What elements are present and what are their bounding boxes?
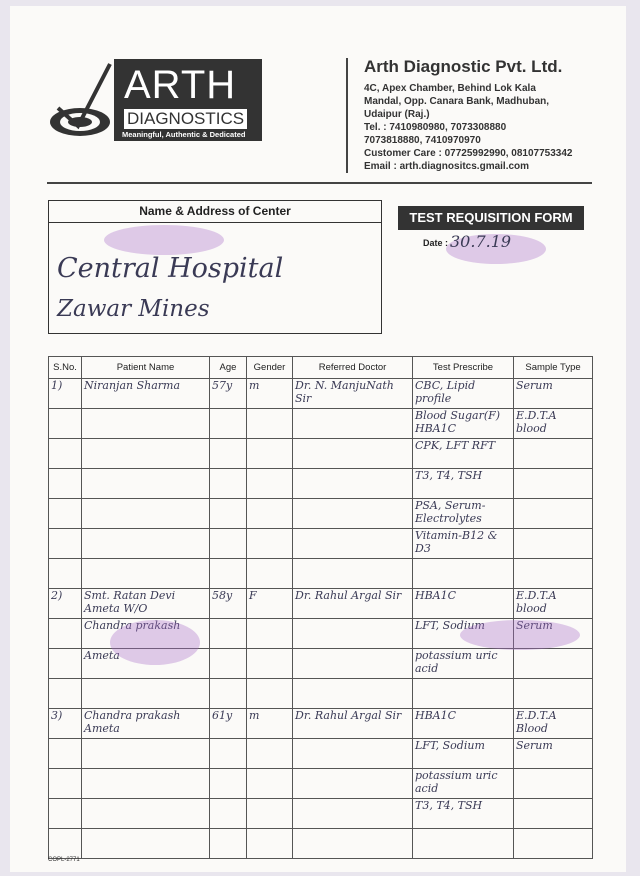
address-line: 7073818880, 7410970970 (364, 135, 481, 146)
table-cell (210, 619, 247, 649)
table-cell: Blood Sugar(F) HBA1C (413, 409, 514, 439)
form-code: COPL-2771 (48, 857, 80, 863)
table-row (49, 499, 593, 529)
table-cell (413, 559, 514, 589)
table-cell: 58y (210, 589, 247, 619)
table-cell (247, 829, 293, 859)
table-cell (514, 649, 593, 679)
table-cell: LFT, Sodium (413, 739, 514, 769)
address-line: Udaipur (Raj.) (364, 109, 430, 120)
table-cell (49, 529, 82, 559)
table-cell: E.D.T.A blood (514, 589, 593, 619)
table-cell (247, 409, 293, 439)
col-header: Sample Type (514, 357, 593, 379)
table-cell (514, 799, 593, 829)
table-cell: Dr. N. ManjuNath Sir (293, 379, 413, 409)
table-cell (514, 529, 593, 559)
table-cell (49, 439, 82, 469)
table-cell (210, 559, 247, 589)
table-cell (49, 619, 82, 649)
table-row (49, 769, 593, 799)
table-cell: HBA1C (413, 589, 514, 619)
table-cell (413, 679, 514, 709)
table-cell (210, 799, 247, 829)
table-cell (82, 739, 210, 769)
table-cell (293, 619, 413, 649)
table-cell (514, 469, 593, 499)
table-cell (247, 439, 293, 469)
table-cell (82, 799, 210, 829)
table-cell (247, 739, 293, 769)
table-cell: CPK, LFT RFT (413, 439, 514, 469)
header-divider (346, 58, 348, 173)
table-cell: 61y (210, 709, 247, 739)
table-cell (293, 799, 413, 829)
brand-logo (114, 59, 262, 141)
table-header-row (49, 357, 593, 379)
table-cell: Serum (514, 739, 593, 769)
table-row (49, 739, 593, 769)
table-cell (82, 499, 210, 529)
address-line: Customer Care : 07725992990, 08107753342 (364, 148, 573, 159)
col-header: Test Prescribe (413, 357, 514, 379)
table-cell: LFT, Sodium (413, 619, 514, 649)
table-cell: Dr. Rahul Argal Sir (293, 589, 413, 619)
table-row (49, 679, 593, 709)
table-cell (247, 649, 293, 679)
ink-stain (110, 620, 200, 665)
table-cell (210, 469, 247, 499)
table-cell (49, 409, 82, 439)
table-cell (49, 559, 82, 589)
table-cell: Niranjan Sharma (82, 379, 210, 409)
address-line: Email : arth.diagnositcs.gmail.com (364, 161, 530, 172)
table-cell (293, 439, 413, 469)
ink-stain (460, 620, 580, 650)
table-cell (49, 469, 82, 499)
address-line: Mandal, Opp. Canara Bank, Madhuban, (364, 96, 550, 107)
table-cell (210, 739, 247, 769)
table-cell (247, 469, 293, 499)
table-cell: 2) (49, 589, 82, 619)
brand-name: ARTH (124, 63, 237, 107)
table-cell (82, 469, 210, 499)
table-cell (210, 529, 247, 559)
table-cell: PSA, Serum-Electrolytes (413, 499, 514, 529)
table-row (49, 559, 593, 589)
table-cell (247, 559, 293, 589)
table-cell (210, 829, 247, 859)
table-row (49, 439, 593, 469)
table-cell (82, 559, 210, 589)
table-cell (293, 499, 413, 529)
table-cell: E.D.T.A Blood (514, 709, 593, 739)
table-cell (49, 679, 82, 709)
table-cell (49, 799, 82, 829)
table-cell (293, 649, 413, 679)
table-cell (82, 769, 210, 799)
table-cell: potassium uric acid (413, 649, 514, 679)
table-cell (514, 769, 593, 799)
col-header: Age (210, 357, 247, 379)
date-value: 30.7.19 (450, 232, 512, 251)
table-cell (49, 739, 82, 769)
table-cell: Chandra prakash (82, 619, 210, 649)
center-name: Central Hospital (57, 253, 284, 284)
date-label: Date : (423, 238, 449, 248)
table-cell (210, 439, 247, 469)
table-cell (82, 679, 210, 709)
table-cell: 3) (49, 709, 82, 739)
table-cell: Dr. Rahul Argal Sir (293, 709, 413, 739)
table-cell: potassium uric acid (413, 769, 514, 799)
table-cell: Serum (514, 379, 593, 409)
table-row (49, 409, 593, 439)
table-cell (293, 769, 413, 799)
table-cell (293, 409, 413, 439)
table-cell (293, 679, 413, 709)
company-address (364, 82, 573, 173)
table-cell: T3, T4, TSH (413, 799, 514, 829)
table-row (49, 529, 593, 559)
form-title: TEST REQUISITION FORM (398, 206, 584, 230)
table-cell: T3, T4, TSH (413, 469, 514, 499)
table-cell (293, 739, 413, 769)
table-cell (293, 829, 413, 859)
table-row (49, 709, 593, 739)
table-cell (49, 499, 82, 529)
col-header: Gender (247, 357, 293, 379)
table-cell (247, 529, 293, 559)
table-cell (293, 559, 413, 589)
table-cell (82, 409, 210, 439)
table-cell (247, 499, 293, 529)
table-cell: E.D.T.A blood (514, 409, 593, 439)
table-row (49, 379, 593, 409)
brand-sub: DIAGNOSTICS (124, 109, 247, 129)
table-cell (247, 679, 293, 709)
table-cell (514, 499, 593, 529)
ink-stain (104, 225, 224, 255)
table-cell (82, 829, 210, 859)
table-cell: F (247, 589, 293, 619)
table-cell (210, 679, 247, 709)
table-cell (247, 769, 293, 799)
table-cell (210, 499, 247, 529)
patient-table (48, 356, 593, 859)
table-cell: Smt. Ratan Devi Ameta W/O (82, 589, 210, 619)
col-header: Referred Doctor (293, 357, 413, 379)
table-cell (210, 649, 247, 679)
center-heading: Name & Address of Center (49, 201, 381, 223)
col-header: S.No. (49, 357, 82, 379)
table-cell: Ameta (82, 649, 210, 679)
table-cell (514, 439, 593, 469)
center-location: Zawar Mines (57, 296, 210, 322)
address-line: 4C, Apex Chamber, Behind Lok Kala (364, 83, 536, 94)
table-cell (514, 559, 593, 589)
header-rule (47, 182, 592, 184)
table-cell (49, 649, 82, 679)
table-cell (293, 529, 413, 559)
table-cell (210, 769, 247, 799)
table-row (49, 799, 593, 829)
table-cell: 57y (210, 379, 247, 409)
table-cell: Chandra prakash Ameta (82, 709, 210, 739)
target-check-logo-icon (48, 60, 112, 140)
table-cell: CBC, Lipid profile (413, 379, 514, 409)
table-cell (82, 439, 210, 469)
table-cell (210, 409, 247, 439)
address-line: Tel. : 7410980980, 7073308880 (364, 122, 507, 133)
table-row (49, 589, 593, 619)
col-header: Patient Name (82, 357, 210, 379)
table-cell: m (247, 709, 293, 739)
table-cell: 1) (49, 379, 82, 409)
table-cell: HBA1C (413, 709, 514, 739)
table-cell (247, 799, 293, 829)
table-cell (49, 769, 82, 799)
table-row (49, 469, 593, 499)
table-cell (82, 529, 210, 559)
table-cell: Vitamin-B12 & D3 (413, 529, 514, 559)
table-cell (514, 829, 593, 859)
table-cell (293, 469, 413, 499)
brand-tagline: Meaningful, Authentic & Dedicated (122, 130, 246, 139)
table-cell: Serum (514, 619, 593, 649)
table-cell (49, 829, 82, 859)
table-row (49, 829, 593, 859)
table-cell (413, 829, 514, 859)
company-name: Arth Diagnostic Pvt. Ltd. (364, 57, 563, 76)
center-box (48, 200, 382, 334)
table-cell (514, 679, 593, 709)
table-cell (247, 619, 293, 649)
table-cell: m (247, 379, 293, 409)
